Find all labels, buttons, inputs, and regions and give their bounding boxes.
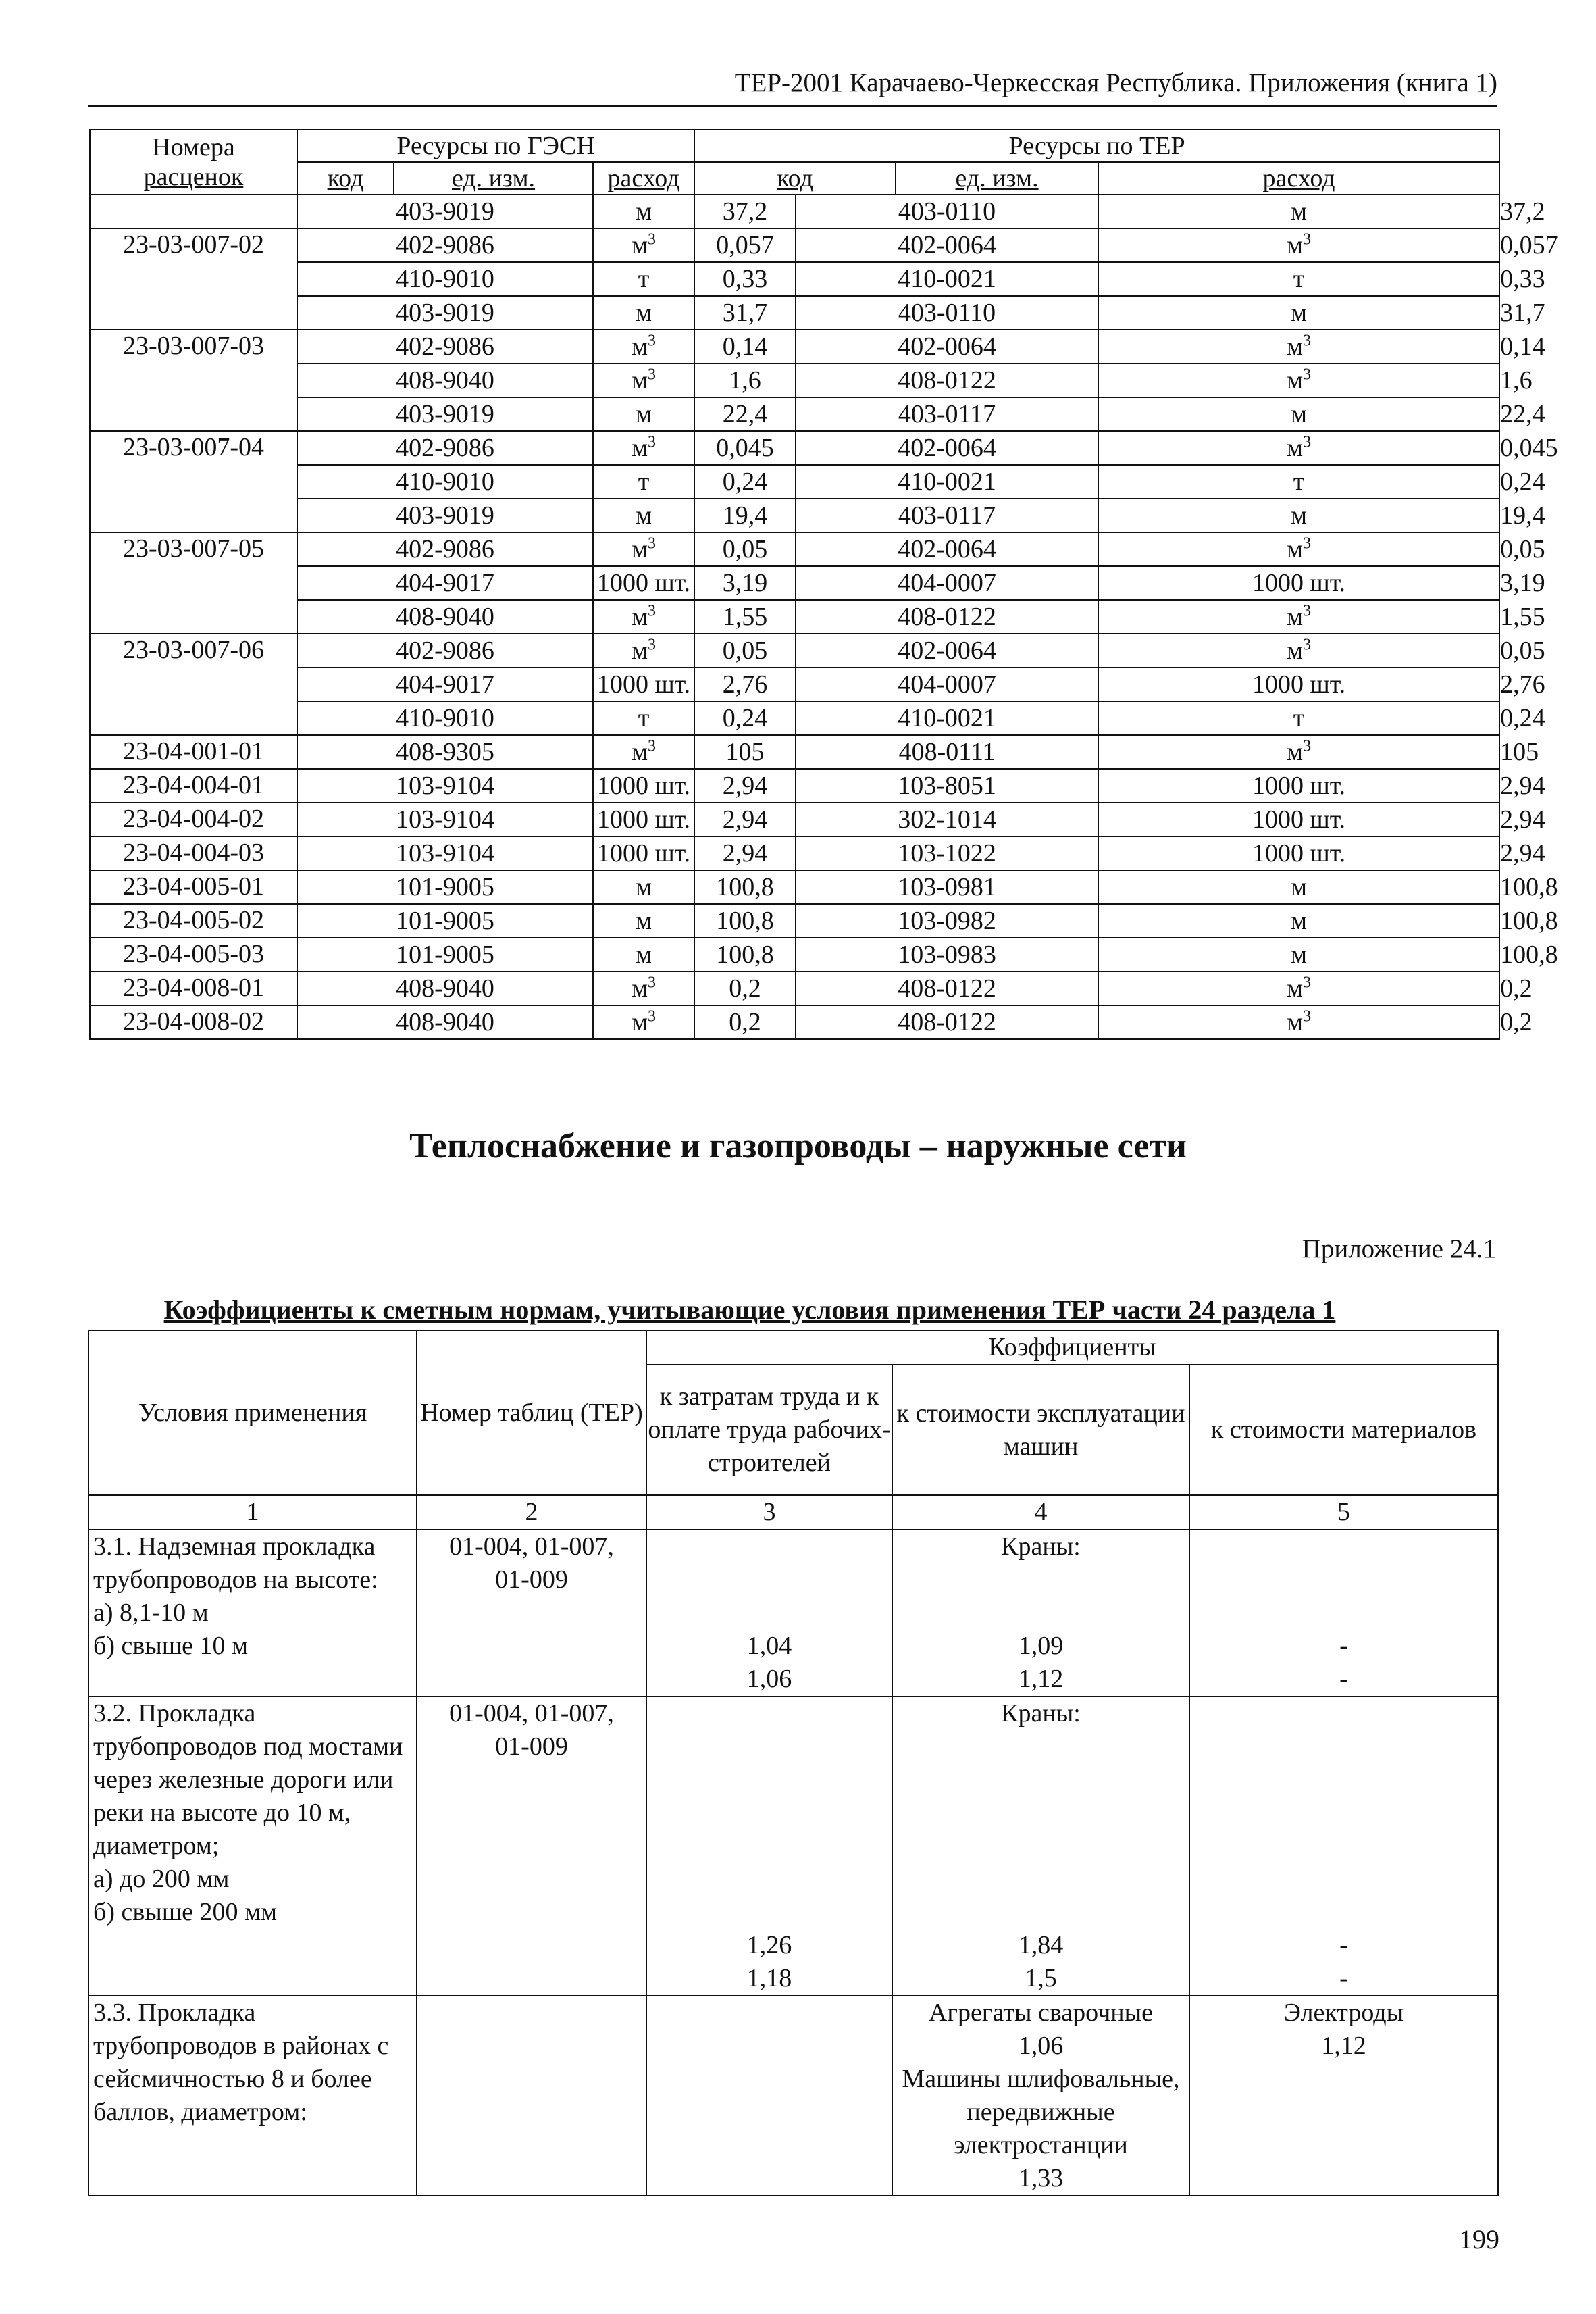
coefficients-table [88,1330,1499,2196]
gesn-code: 408-9040 [297,972,593,1005]
gesn-consumption: 31,7 [694,296,796,330]
gesn-consumption: 19,4 [694,499,796,532]
coef-machines: Агрегаты сварочные 1,06 Машины шлифовальные, передвижные электростанции 1,33 [892,1996,1189,2196]
gesn-consumption: 0,2 [694,972,796,1005]
header-table-number: Номер таблиц (ТЕР) [417,1330,646,1495]
gesn-unit: $м^3$ [593,228,694,262]
ter-unit: $м^3$ [1098,972,1499,1005]
header-ter-code: код [694,162,896,195]
gesn-unit: м [593,195,694,228]
column-number: 1 [88,1495,417,1530]
gesn-code: 410-9010 [297,465,593,499]
gesn-unit: $м^3$ [593,735,694,769]
gesn-consumption: 0,24 [694,701,796,735]
header-rates-line2: расценок [143,163,244,191]
gesn-code: 101-9005 [297,904,593,938]
ter-code: 402-0064 [796,532,1098,566]
gesn-code: 403-9019 [297,195,593,228]
ter-code: 403-0110 [796,296,1098,330]
gesn-code: 403-9019 [297,296,593,330]
table-row: 403-9019 м 31,7 403-0110 м 31,7 [90,296,1499,330]
rate-number: 23-03-007-02 [90,228,297,330]
ter-code: 410-0021 [796,262,1098,296]
gesn-code: 404-9017 [297,566,593,600]
ter-code: 404-0007 [796,668,1098,701]
table-row [88,1530,1498,1696]
table-numbers [417,1996,646,2196]
condition: 3.1. Надземная прокладка трубопроводов на высоте: а) 8,1-10 м б) свыше 10 м [88,1530,417,1696]
gesn-code: 402-9086 [297,532,593,566]
gesn-code: 408-9040 [297,363,593,397]
ter-code: 403-0110 [796,195,1098,228]
header-machines: к стоимости эксплуатации машин [892,1365,1189,1495]
ter-code: 103-0982 [796,904,1098,938]
header-coefficients: Коэффициенты [646,1330,1498,1365]
table-row: 410-9010 т 0,24 410-0021 т 0,24 [90,701,1499,735]
ter-code: 402-0064 [796,431,1098,465]
column-number: 4 [892,1495,1189,1530]
gesn-consumption: 0,14 [694,330,796,363]
table-row: 404-9017 1000 шт. 2,76 404-0007 1000 шт. 2,76 [90,668,1499,701]
rate-number: 23-04-005-01 [90,870,297,904]
gesn-consumption: 105 [694,735,796,769]
table-row: 410-9010 т 0,33 410-0021 т 0,33 [90,262,1499,296]
page-header: ТЕР-2001 Карачаево-Черкесская Республика. Приложения (книга 1) [88,66,1497,107]
column-number: 2 [417,1495,646,1530]
ter-unit: $м^3$ [1098,634,1499,668]
gesn-consumption: 0,05 [694,532,796,566]
ter-code: 402-0064 [796,228,1098,262]
table-numbers: 01-004, 01-007, 01-009 [417,1530,646,1696]
coef-materials: - - [1189,1530,1498,1696]
condition: 3.2. Прокладка трубопроводов под мостами через железные дороги или реки на высоте до 10 м, диаметром; а) до 200 мм б) свыше 200 мм [88,1696,417,1996]
rate-number: 23-04-001-01 [90,735,297,769]
table-row [88,1996,1498,2196]
ter-unit: $м^3$ [1098,228,1499,262]
table-row: 23-04-001-01 408-9305 $м^3$ 105 408-0111 $м^3$ 105 [90,735,1499,769]
ter-code: 403-0117 [796,397,1098,431]
ter-code: 410-0021 [796,701,1098,735]
gesn-consumption: 2,94 [694,769,796,803]
gesn-code: 408-9040 [297,1005,593,1039]
ter-code: 103-8051 [796,769,1098,803]
rate-number: 23-04-005-03 [90,938,297,972]
gesn-unit: $м^3$ [593,600,694,634]
table-row: 23-03-007-05 402-9086 $м^3$ 0,05 402-0064 $м^3$ 0,05 [90,532,1499,566]
gesn-code: 103-9104 [297,803,593,836]
rate-number: 23-04-008-02 [90,1005,297,1039]
column-number: 5 [1189,1495,1498,1530]
gesn-unit: т [593,701,694,735]
gesn-unit: м [593,397,694,431]
gesn-consumption: 2,94 [694,803,796,836]
ter-unit: м [1098,195,1499,228]
gesn-unit: $м^3$ [593,330,694,363]
ter-unit: $м^3$ [1098,600,1499,634]
gesn-consumption: 0,045 [694,431,796,465]
ter-code: 103-0981 [796,870,1098,904]
ter-unit: $м^3$ [1098,532,1499,566]
table-row: 408-9040 $м^3$ 1,6 408-0122 $м^3$ 1,6 [90,363,1499,397]
table-row: 403-9019 м 37,2 403-0110 м 37,2 [90,195,1499,228]
coef-labor [646,1996,892,2196]
gesn-unit: $м^3$ [593,1005,694,1039]
gesn-code: 101-9005 [297,870,593,904]
ter-code: 103-1022 [796,836,1098,870]
table-row: 23-04-008-02 408-9040 $м^3$ 0,2 408-0122 $м^3$ 0,2 [90,1005,1499,1039]
coef-machines: Краны: 1,84 1,5 [892,1696,1189,1996]
ter-code: 408-0111 [796,735,1098,769]
ter-unit: т [1098,465,1499,499]
ter-code: 302-1014 [796,803,1098,836]
rate-number: 23-03-007-06 [90,634,297,735]
gesn-code: 404-9017 [297,668,593,701]
header-gesn-consumption: расход [593,162,694,195]
gesn-unit: м [593,870,694,904]
rate-number: 23-03-007-03 [90,330,297,431]
gesn-code: 402-9086 [297,330,593,363]
gesn-consumption: 1,55 [694,600,796,634]
gesn-unit: м [593,938,694,972]
gesn-code: 408-9305 [297,735,593,769]
page-number: 199 [1459,2224,1499,2255]
gesn-code: 403-9019 [297,397,593,431]
gesn-code: 402-9086 [297,431,593,465]
gesn-consumption: 2,94 [694,836,796,870]
table-row: 403-9019 м 22,4 403-0117 м 22,4 [90,397,1499,431]
ter-code: 408-0122 [796,1005,1098,1039]
rate-number: 23-04-008-01 [90,972,297,1005]
header-gesn-unit: ед. изм. [394,162,593,195]
header-labor: к затратам труда и к оплате труда рабочих-строителей [646,1365,892,1495]
header-gesn-code: код [297,162,394,195]
resources-table [89,129,1558,1040]
table-row: 23-03-007-06 402-9086 $м^3$ 0,05 402-0064 $м^3$ 0,05 [90,634,1499,668]
ter-unit: т [1098,701,1499,735]
header-row [90,130,1499,162]
gesn-consumption: 100,8 [694,870,796,904]
gesn-code: 103-9104 [297,769,593,803]
ter-unit: м [1098,938,1499,972]
ter-unit: т [1098,262,1499,296]
header-gesn: Ресурсы по ГЭСН [297,130,694,162]
ter-unit: м [1098,870,1499,904]
gesn-consumption: 0,2 [694,1005,796,1039]
ter-unit: $м^3$ [1098,431,1499,465]
ter-unit: 1000 шт. [1098,668,1499,701]
gesn-consumption: 2,76 [694,668,796,701]
table-row [88,1696,1498,1996]
gesn-unit: 1000 шт. [593,836,694,870]
ter-code: 402-0064 [796,330,1098,363]
ter-unit: $м^3$ [1098,363,1499,397]
gesn-code: 403-9019 [297,499,593,532]
condition: 3.3. Прокладка трубопроводов в районах с сейсмичностью 8 и более баллов, диаметром: [88,1996,417,2196]
ter-code: 103-0983 [796,938,1098,972]
ter-unit: $м^3$ [1098,1005,1499,1039]
gesn-unit: м [593,904,694,938]
coef-materials: - - [1189,1696,1498,1996]
rate-number: 23-04-004-02 [90,803,297,836]
gesn-unit: т [593,465,694,499]
table-caption: Коэффициенты к сметным нормам, учитывающие условия применения ТЕР части 24 раздела 1 [163,1294,1336,1325]
section-title: Теплоснабжение и газопроводы – наружные сети [409,1127,1187,1165]
table-numbers: 01-004, 01-007, 01-009 [417,1696,646,1996]
table-row: 408-9040 $м^3$ 1,55 408-0122 $м^3$ 1,55 [90,600,1499,634]
header-ter-unit: ед. изм. [896,162,1098,195]
header-materials: к стоимости материалов [1189,1365,1498,1495]
ter-code: 404-0007 [796,566,1098,600]
ter-unit: м [1098,904,1499,938]
ter-code: 410-0021 [796,465,1098,499]
table-row: 23-04-004-02 103-9104 1000 шт. 2,94 302-1014 1000 шт. 2,94 [90,803,1499,836]
rate-number: 23-03-007-05 [90,532,297,634]
gesn-consumption: 37,2 [694,195,796,228]
table-row: 23-03-007-04 402-9086 $м^3$ 0,045 402-0064 $м^3$ 0,045 [90,431,1499,465]
table-row: 23-04-005-03 101-9005 м 100,8 103-0983 м 100,8 [90,938,1499,972]
gesn-consumption: 0,24 [694,465,796,499]
coef-labor: 1,04 1,06 [646,1530,892,1696]
header-rates-line1: Номера [152,133,235,161]
gesn-unit: 1000 шт. [593,566,694,600]
ter-unit: 1000 шт. [1098,769,1499,803]
ter-unit: м [1098,296,1499,330]
gesn-unit: $м^3$ [593,972,694,1005]
gesn-unit: 1000 шт. [593,668,694,701]
table-row: 23-04-004-03 103-9104 1000 шт. 2,94 103-1022 1000 шт. 2,94 [90,836,1499,870]
table-row: 404-9017 1000 шт. 3,19 404-0007 1000 шт. 3,19 [90,566,1499,600]
gesn-code: 103-9104 [297,836,593,870]
rate-number: 23-04-005-02 [90,904,297,938]
coef-materials: Электроды 1,12 [1189,1996,1498,2196]
rate-number [90,195,297,228]
gesn-code: 410-9010 [297,701,593,735]
gesn-consumption: 0,05 [694,634,796,668]
table-row: 23-04-008-01 408-9040 $м^3$ 0,2 408-0122 $м^3$ 0,2 [90,972,1499,1005]
ter-code: 408-0122 [796,363,1098,397]
header-ter-consumption: расход [1098,162,1499,195]
ter-unit: $м^3$ [1098,735,1499,769]
ter-unit: 1000 шт. [1098,566,1499,600]
table-row: 410-9010 т 0,24 410-0021 т 0,24 [90,465,1499,499]
gesn-consumption: 1,6 [694,363,796,397]
table-row: 23-04-004-01 103-9104 1000 шт. 2,94 103-8051 1000 шт. 2,94 [90,769,1499,803]
table-row: 23-03-007-02 402-9086 $м^3$ 0,057 402-0064 $м^3$ 0,057 [90,228,1499,262]
rate-number: 23-04-004-03 [90,836,297,870]
gesn-code: 101-9005 [297,938,593,972]
gesn-consumption: 100,8 [694,938,796,972]
gesn-code: 410-9010 [297,262,593,296]
gesn-consumption: 3,19 [694,566,796,600]
column-number: 3 [646,1495,892,1530]
gesn-unit: 1000 шт. [593,803,694,836]
gesn-unit: $м^3$ [593,634,694,668]
ter-unit: м [1098,397,1499,431]
ter-code: 408-0122 [796,600,1098,634]
gesn-consumption: 22,4 [694,397,796,431]
gesn-code: 402-9086 [297,634,593,668]
header-row [90,162,1499,195]
coef-machines: Краны: 1,09 1,12 [892,1530,1189,1696]
header-ter: Ресурсы по ТЕР [694,130,1499,162]
gesn-unit: $м^3$ [593,431,694,465]
ter-code: 402-0064 [796,634,1098,668]
ter-unit: 1000 шт. [1098,803,1499,836]
gesn-unit: $м^3$ [593,532,694,566]
rate-number: 23-03-007-04 [90,431,297,532]
ter-code: 403-0117 [796,499,1098,532]
gesn-consumption: 0,057 [694,228,796,262]
gesn-unit: т [593,262,694,296]
gesn-unit: $м^3$ [593,363,694,397]
appendix-label: Приложение 24.1 [1302,1234,1496,1263]
ter-unit: м [1098,499,1499,532]
gesn-code: 402-9086 [297,228,593,262]
ter-code: 408-0122 [796,972,1098,1005]
gesn-unit: м [593,499,694,532]
coef-labor: 1,26 1,18 [646,1696,892,1996]
ter-unit: 1000 шт. [1098,836,1499,870]
table-row: 23-04-005-02 101-9005 м 100,8 103-0982 м 100,8 [90,904,1499,938]
gesn-consumption: 100,8 [694,904,796,938]
gesn-consumption: 0,33 [694,262,796,296]
gesn-code: 408-9040 [297,600,593,634]
rate-number: 23-04-004-01 [90,769,297,803]
table-row: 23-04-005-01 101-9005 м 100,8 103-0981 м 100,8 [90,870,1499,904]
gesn-unit: 1000 шт. [593,769,694,803]
header-conditions: Условия применения [88,1330,417,1495]
gesn-unit: м [593,296,694,330]
table-row: 403-9019 м 19,4 403-0117 м 19,4 [90,499,1499,532]
ter-unit: $м^3$ [1098,330,1499,363]
table-row: 23-03-007-03 402-9086 $м^3$ 0,14 402-0064 $м^3$ 0,14 [90,330,1499,363]
header-rates [90,130,297,195]
